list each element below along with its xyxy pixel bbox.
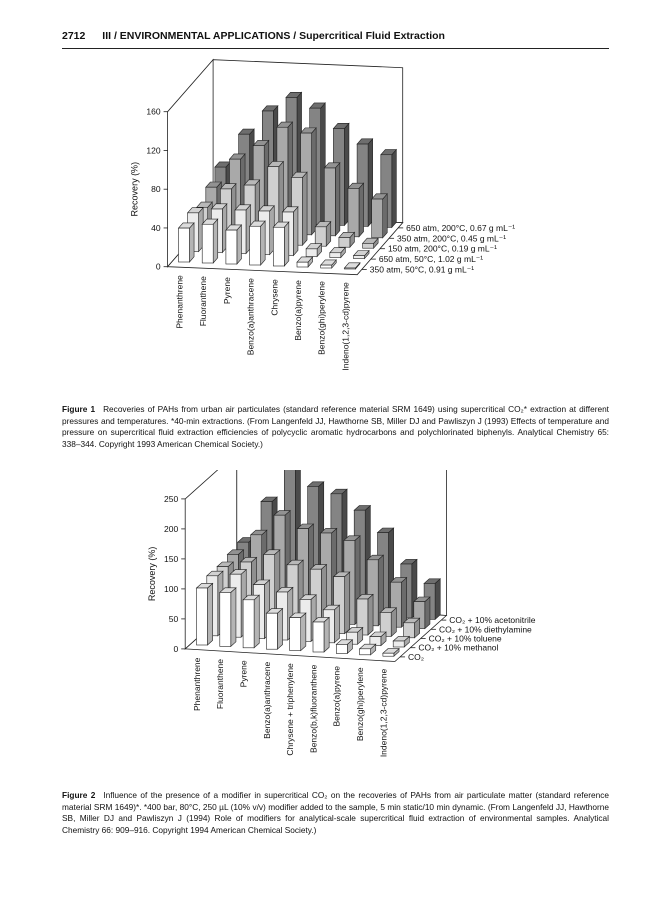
fig2-category-label: Fluoranthene [215,659,226,710]
figure-1-chart [0,0,668,400]
fig1-series-label: 150 atm, 200°C, 0.19 g mL⁻¹ [387,243,497,254]
fig2-series-label: CO₂ [408,651,425,662]
fig1-ytick-label: 40 [151,222,161,233]
fig2-ytick-label: 50 [168,613,179,624]
fig2-ylabel: Recovery (%) [147,546,158,602]
fig2-series-label: CO₂ + 10% toluene [428,633,502,644]
fig2-bar [243,600,254,648]
fig1-category-label: Pyrene [221,277,232,305]
fig2-bar-side [402,578,407,628]
fig2-bar [393,641,404,647]
fig2-ytick-label: 250 [164,493,179,504]
fig2-bar-side [334,605,339,643]
fig1-bar [315,227,326,246]
fig1-bar-side [190,223,195,262]
fig1-bar [226,230,237,264]
fig1-bar-side [293,207,298,256]
fig2-category-label: Phenanthrene [191,657,202,712]
figure-1-caption [62,404,609,450]
fig1-bar-side [213,219,218,263]
fig2-bar-side [254,595,259,648]
fig1-category-label: Indeno(1,2,3-cd)pyrene [340,282,351,371]
fig1-bar-side [312,128,317,235]
fig1-bar [344,268,355,269]
fig2-bar [404,623,415,638]
fig1-bar [297,262,308,267]
fig2-bar-side [208,583,213,645]
fig2-category-label: Benzo(b,k)fluoranthene [308,664,319,753]
fig1-category-label: Benzo(ghi)perylene [316,281,327,355]
fig2-bar [197,588,208,645]
fig2-ytick-label: 100 [164,583,179,594]
fig1-bar-side [383,194,388,238]
fig1-bar [372,199,383,238]
fig1-ytick-label: 120 [146,145,161,156]
fig2-category-label: Benzo(a)anthracene [261,661,272,739]
fig1-series-label: 650 atm, 50°C, 1.02 g mL⁻¹ [378,254,484,265]
fig1-category-label: Chrysene [269,279,280,316]
fig1-bar [250,226,261,265]
fig2-bar [313,622,324,652]
fig1-bar [348,188,359,236]
figure-2-caption-text: Influence of the presence of a modifier in supercritical CO₂ on the recoveries of PAHs from air particulate matter (standard reference material SRM 1649)*. *400 bar, 80°C, 250 µL (10% v/v) modifier added to the sample, 5 min static/10 min dynamic. (From Langenfeld JJ, Hawthorne SB, Miller DJ and Pawliszyn J (1994) Role of modifiers for analytical-scale supercritical fluid extraction of environmental samples. Analytical Chemistry 66: 909–916. Copyright 1994 American Chemical Society.) [62,790,609,835]
fig1-ytick-label: 0 [155,261,161,272]
fig2-bar-side [368,594,373,635]
fig1-bar-side [303,172,308,245]
fig1-bar-side [359,183,364,237]
fig2-category-label: Benzo(ghi)perylene [354,667,365,742]
fig1-ylabel: Recovery (%) [129,161,140,217]
figure-1-label: Figure 1 [62,404,96,414]
fig1-category-label: Benzo(a)anthracene [245,278,256,356]
fig1-bar [339,238,350,248]
fig2-category-label: Indeno(1,2,3-cd)pyrene [378,668,389,758]
fig1-bar [321,265,332,268]
fig2-bar [360,649,371,655]
fig2-bar [266,613,277,649]
fig1-bar [363,243,374,248]
fig2-bar-side [324,617,329,652]
figure-2-chart [0,470,668,790]
fig1-category-label: Fluoranthene [198,276,209,327]
fig1-category-label: Phenanthrene [174,275,185,329]
fig1-bar [202,224,213,263]
fig2-ytick-label: 0 [173,643,179,654]
fig2-ytick-label: 150 [164,553,179,564]
fig2-series-label: CO₂ + 10% diethylamine [438,624,532,635]
fig2-category-label: Chrysene + triphenylene [285,663,296,756]
fig1-category-label: Benzo(a)pyrene [292,280,303,341]
fig2-ytick-label: 200 [164,523,179,534]
fig2-bar-side [301,613,306,651]
fig2-category-label: Benzo(a)pyrene [331,666,342,727]
fig2-bar-side [435,579,440,620]
fig1-ytick-label: 80 [151,184,161,195]
fig2-bar [220,592,231,646]
fig1-series-label: 350 atm, 50°C, 0.91 g mL⁻¹ [369,264,475,275]
fig1-bar [179,228,190,262]
fig1-bar-side [335,163,340,236]
fig1-bar [273,227,284,266]
running-title: III / ENVIRONMENTAL APPLICATIONS / Supercritical Fluid Extraction [102,30,445,42]
fig2-bar [336,644,347,653]
fig1-bar-side [237,225,242,264]
page-number: 2712 [62,30,86,42]
fig1-ytick-label: 160 [146,106,161,117]
fig2-series-label: CO₂ + 10% methanol [418,642,499,653]
fig1-bar-side [392,150,397,228]
fig2-bar [290,618,301,651]
figure-2-caption [62,790,609,836]
figure-2-label: Figure 2 [62,790,96,800]
fig2-bar-side [231,588,236,647]
fig2-bar-side [425,597,430,629]
figure-1-caption-text: Recoveries of PAHs from urban air particulates (standard reference material SRM 1649) using supercritical CO₂* extraction at different pressures and temperatures. *40-min extractions. (From Langenfeld JJ, Hawthorne SB, Miller DJ and Pawliszyn J (1993) Effects of temperature and pressure on supercritical fluid extraction efficiencies of polycyclic aromatic hydrocarbons and polychlorinated biphenyls. Analytical Chemistry 65: 338–344. Copyright 1993 American Chemical Society.) [62,404,609,449]
fig1-bar-side [261,221,266,265]
fig2-bar [383,653,394,656]
fig2-series-label: CO₂ + 10% acetonitrile [449,615,536,626]
fig1-bar [354,256,365,259]
fig2-bar-side [277,609,282,650]
fig1-bar [330,253,341,258]
fig1-series-label: 350 atm, 200°C, 0.45 g mL⁻¹ [397,233,507,244]
fig1-series-label: 650 atm, 200°C, 0.67 g mL⁻¹ [406,222,516,233]
fig2-category-label: Pyrene [238,660,249,688]
fig2-bar-side [345,572,350,634]
fig1-bar [306,249,317,257]
fig1-bar-side [284,222,289,266]
